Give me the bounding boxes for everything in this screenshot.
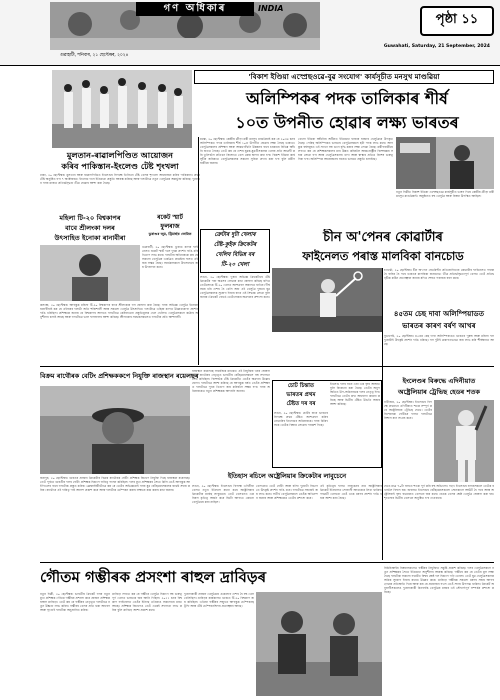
history-body-column-2: খেলখনত তেওঁ বেটিং আৰু বলিং দুয়োটা বিভাগতে উৎকৃষ্ট প্ৰদৰ্শন দাঙি ধৰে। দলটোৱে সহজেই জয় লাভ কৰে। সতীৰ্থ খেলুৱৈসকলে তেওঁক অভিনন্দন জনায় আৰু প্ৰশিক্ষকেও তেওঁৰ প্ৰশংসা কৰে। — [256, 484, 318, 500]
gambhir-dravid-photo-image — [256, 592, 382, 696]
main-story-column-2: খেলো ইণ্ডিয়া আঁচনিৰ অধীনত ইতিমধ্যে হাজাৰ হাজাৰ খেলুৱৈয়ে উপকৃত হৈছে। পেৰিছ অলিম্পিকত ভাৰতৰ খেলুৱৈসকলে ছটা পদক লাভ কৰে। আগন্তুক বৰ্ষসমূহত এই সংখ্যা বহু গুণে বৃদ্ধি কৰাৰ লক্ষ্য লোৱা হৈছে। মন্ত্ৰীগৰাকীয়ে লগতে কয় যে প্ৰশিক্ষকসকলৰ মান উন্নত কৰিবলৈ আন্তঃৰাষ্ট্ৰীয় বিশেষজ্ঞৰ সহায় লোৱা হ'ব আৰু খেলুৱৈসকলৰ খাদ্য আৰু স্বাস্থ্যৰ প্ৰতিও বিশেষ গুৰুত্ব দিয়া হ'ব। অলিম্পিক আয়োজনৰ বাবেও ভাৰতে প্ৰস্তুতি চলাইছে। — [298, 137, 393, 161]
cricket-team-photo — [52, 70, 192, 148]
stokes-headline-line-3: টেষ্টত দৰ বৰ — [286, 401, 316, 407]
minister-photo-caption: নতুন দিল্লীত বিকাশ ইণ্ডিয়া এস্প্ৰেছওৱে কাৰ্যসূচীত ভাষণ দিয়ে কেন্দ্ৰীয় ক্ৰীড়া মন্ত্ৰী মনসুখ মাণ্ডৱিয়াই। অনুষ্ঠানত বহু খেলুৱৈ আৰু বিষয়া উপস্থিত আছিল। — [396, 190, 494, 198]
england-odi-body-text-2: হেডে মাত্ৰ ৭০টা বলতে শতক পূৰ্ণ কৰি বহু অভিলেখ গঢ়ে। ইংলেণ্ডৰ বলাৰসকলে তেওঁক ৰখাবলৈ বিফল হয়। জবাবত ইংলেণ্ডৰ বেটছমেনসকলো সোনকালে আউট হৈ পৰে আৰু অষ্ট্ৰেলিয়াই বৃহৎ ব্যৱধানত খেলখন জয় কৰে। হেডক খেলৰ শ্ৰেষ্ঠ খেলুৱৈ ঘোষণা কৰা হয়। শৃংখলাৰ দ্বিতীয় খেলখন অনুষ্ঠিত হ'ব দেওবাৰে। — [384, 484, 494, 500]
pakistan-headline-line-1: মুলতান-ৰাৱালপিণ্ডিত আয়োজন — [66, 150, 174, 160]
retire-headline-line-2: টেষ্ট-কুইক ক্ৰিকেটৰ — [213, 242, 257, 248]
retire-body-text: লণ্ডন, ২০ ছেপ্টেম্বৰ। দুজন অভিজ্ঞ ক্ৰিকেটাৰে টেষ্ট ক্ৰিকেটৰ পৰা অৱসৰ লোৱাৰ কথা ঘোষণা কৰিছে যদিও তেওঁলোকে টি-২০ খেলত অংশগ্ৰহণ অব্যাহত ৰাখিব। দীৰ্ঘ সময় ধৰি দেশৰ হৈ খেলি অহা এই খেলুৱৈ দুজনে যুৱ খেলুৱৈসকলক সুযোগ দিয়াৰ বাবে এই সিদ্ধান্ত লোৱা বুলি জনায়। ক্ৰিকেট বোৰ্ডে তেওঁলোকৰ অৱদানৰ প্ৰশংসা কৰে। — [200, 275, 270, 299]
womens-t20-body-text: কলম্বো, ২০ ছেপ্টেম্বৰ। আগন্তুক মহিলা টি-২০ বিশ্বকাপৰ বাবে শ্ৰীলংকাৰ দল ঘোষণা কৰা হৈছে। দলৰ অভিজ্ঞ খেলুৱৈ ইনোকা ৰানাবীৰাই কয় যে এইবাৰৰ দলটো অতি শক্তিশালী আৰু সকলো খেলুৱৈ উৎসাহিত। দলটোৱে এছিয়া কাপত উল্লেখযোগ্য প্ৰদৰ্শন দাঙি ধৰিছিল। প্ৰশিক্ষকে জনায় যে বিশ্বকাপৰ আগতে দলটোৱে কেইবাখনো প্ৰস্তুতিমূলক খেল খেলিব। খেলুৱৈসকলে কঠোৰ অনুশীলন চলাই আছে আৰু দলটোৱে ভাল ফলাফলৰ আশা কৰিছে। শ্ৰীলংকাৰ সমৰ্থকসকলেও দলটোৰ প্ৰতি আশাবাদী। — [40, 303, 198, 319]
cricketer-portrait-photo — [40, 245, 140, 301]
column-divider-left — [198, 137, 199, 365]
badminton-player-photo-image — [272, 268, 382, 332]
china-open-headline-line-2: ফাইনেলত পৰাস্ত মালবিকা বানচোড — [302, 249, 464, 263]
chess-olympiad-body-text: বুডাপেষ্ট, ২০ ছেপ্টেম্বৰ। ৪৫তম চেছ দাবা অলিম্পিয়াডত ভাৰতৰ পুৰুষ আৰু মহিলা দল দুয়োটাই উৎকৃষ্ট প্ৰদৰ্শন দাঙি ধৰিছে। দল দুটাই ক্ৰমাগতভাৱে জয় লাভ কৰি শীৰ্ষস্থানত আছে। — [384, 334, 494, 346]
england-odi-headline-line-2: অষ্ট্ৰেলিয়াৰ ট্ৰেভিছ হেডৰ শতক — [397, 388, 481, 396]
cricket-team-photo-image — [52, 70, 192, 148]
retire-headline-line-4: টি-২০ খেলা — [221, 262, 249, 268]
china-open-body-text: চাংঝৌ, ২০ ছেপ্টেম্বৰ। চীন অ'পেন বেডমিণ্টন প্ৰতিযোগিতাৰ কোৱাৰ্টাৰ ফাইনেলত পৰাস্ত হৈ বাহিৰ হৈ পৰে ভাৰতৰ মালবিকা বানচোড। তীব্ৰ প্ৰতিদ্বন্দ্বিতাপূৰ্ণ খেলত তেওঁ প্ৰতিদ্বন্দ্বীক কঠিন প্ৰত্যাহ্বান জনায় যদিও শেষত পৰাজয় বৰণ কৰে। — [384, 268, 494, 280]
page-number-label: পৃষ্ঠা ১১ — [435, 12, 479, 27]
travis-head-photo — [434, 400, 494, 482]
england-odi-body-text: নটিংহাম, ২০ ছেপ্টেম্বৰ। ইংলেণ্ডৰ বিপক্ষে প্ৰথমখন এদিনীয়াত শতক সম্পূৰ্ণ কৰে অষ্ট্ৰেলিয়াৰ ট্ৰেভিছ হেডে। তেওঁৰ বিস্ফোৰক বেটিঙৰ ফলত দলটোৱে বিশাল ৰান সংগ্ৰহ কৰে। — [384, 400, 432, 420]
main-story-column-1: মস্কো, ২০ ছেপ্টেম্বৰ। কেন্দ্ৰীয় ক্ৰীড়া মন্ত্ৰী মনসুখ মাণ্ডৱিয়াই কয় যে ২০৩৬ চনৰ অলিম্পিকত পদক তালিকাৰ শীৰ্ষ ১০ত উপনীত হোৱাৰ লক্ষ্য লৈছে ভাৰতে। খেলুৱৈসকলৰ প্ৰশিক্ষণ আৰু আন্তঃগাঁথনি উন্নয়নৰ বাবে চৰকাৰে বিভিন্ন আঁচনি হাতত লৈছে। তেওঁ কয় যে দেশৰ যুৱক-যুৱতীসকলক খেলৰ প্ৰতি আগ্ৰহী কৰি তুলিবলৈ প্ৰতিখন জিলাতে খেল কেন্দ্ৰ স্থাপন কৰা হ'ব। বিকাশ ইণ্ডিয়া কাৰ্যসূচীৰ জৰিয়তে খেলুৱৈসকলক সকলো সুবিধা প্ৰদান কৰা হ'ব বুলি মন্ত্ৰীগৰাকীয়ে জনায়। — [200, 137, 295, 165]
pakistan-headline-line-2: কৰিব পাকিস্তান-ইংলেণ্ড টেষ্ট শৃংখলা — [61, 161, 179, 171]
gambhir-body-column-3: দুয়োগৰাকী প্ৰাক্তন খেলুৱৈয়ে একেলগে দেশৰ হৈ বহু খেল খেলিছিল। দ্ৰাবিড়ৰ কাৰ্যকালত ভাৰতে টি-২০ বিশ্বকাপ জয় কৰিছিল। এতিয়া গম্ভীৰৰ সন্মুখত আগন্তুক চেম্পিয়নছ ট্ৰফি আৰু টেষ্ট চেম্পিয়নশ্বিপৰ প্ৰত্যাহ্বান আছে। — [184, 592, 254, 608]
gambhir-dravid-photo — [256, 592, 382, 696]
history-headline: ইতিহাস ৰচিলে অষ্ট্ৰেলিয়াৰ ক্ৰিকেটাৰ লাবুচেনে — [227, 472, 347, 480]
pakistan-body-text: ঢাকা, ২০ ছেপ্টেম্বৰ। মুলতান আৰু ৰাৱালপিণ্ডিত ইংলেণ্ডৰ বিপক্ষে তিনিখন টেষ্ট খেলৰ শৃংখলা আয়োজন কৰিব পাকিস্তান। প্ৰথম টেষ্ট অনুষ্ঠিত হ'ব ৭ অক্টোবৰত। ইংলেণ্ড দলে ইতিমধ্যে প্ৰস্তুতি আৰম্ভ কৰিছে আৰু দলটোৱে নতুন খেলুৱৈক অন্তৰ্ভুক্ত কৰিছে। দুয়োখন দলৰ মাজত প্ৰতিদ্বন্দ্বিতা তীব্ৰ হোৱাৰ আশা কৰা হৈছে। — [40, 173, 200, 185]
vikram-portrait-photo — [40, 386, 190, 474]
main-headline-line-2: ১০ত উপনীত হোৱাৰ লক্ষ্য ভাৰতৰ — [235, 113, 459, 132]
vikram-body-text-2: ৰাজস্থান ৰয়েলছে সামাজিক মাধ্যমত এই নিযুক্তিৰ খবৰ ঘোষণা কৰে। ৰাথৌৰৰ নেতৃত্বত ভাৰতীয় বেটছমেনসকলে বহু সফলতা লাভ কৰিছিল। বিশেষকৈ টেষ্ট ক্ৰিকেটত তেওঁৰ অৱদান উল্লেখযোগ্য। দলটোৱে আশা কৰিছে যে আগন্তুক বৰ্ষত তেওঁৰ প্ৰশিক্ষণত দলটোৱে পুনৰ খিতাপ জয় কৰিবলৈ সক্ষম হ'ব। দলৰ অধিনায়কেও নতুন প্ৰশিক্ষকক আদৰণি জনায়। — [192, 369, 270, 393]
rocket-headline-line-3: ডুৰাণ্ডৰ জুম, ট্ৰিমাৰ্ছক জেমিত — [148, 232, 192, 236]
masthead-dateline: Guwahati, Saturday, 21 September, 2024 — [383, 44, 490, 49]
womens-t20-headline-line-2: বাবে শ্ৰীলংকা দলৰ — [65, 224, 115, 232]
stokes-body-text-2: ইংলেণ্ড দলৰ বাবে এয়া এক বৃহৎ আঘাত বুলি বিবেচনা কৰা হৈছে। তেওঁৰ অনুপস্থিতিত উপ-অধিনায়কে দলৰ নেতৃত্ব দিব। দলটোৱে তেওঁৰ দ্ৰুত আৰোগ্য কামনা কৰিছে আৰু দ্বিতীয় টেষ্টত উভতি অহাৰ আশা কৰিছে। — [330, 382, 380, 406]
stokes-body-text: লণ্ডন, ২০ ছেপ্টেম্বৰ। চোটৰ বাবে ভাৰতৰ বিপক্ষে প্ৰথম টেষ্টত অংশগ্ৰহণ কৰিব নোৱাৰিব ইংলেণ্ডৰ অধিনায়কে। দলৰ চিকিৎসকে তেওঁক বিশ্ৰাম লোৱাৰ পৰামৰ্শ দিছে। — [274, 411, 328, 427]
gambhir-body-column-1: নতুন দিল্লী, ২০ ছেপ্টেম্বৰ। ভাৰতীয় ক্ৰিকেট দলৰ নতুন মুখ্য প্ৰশিক্ষক গৌতম গম্ভীৰৰ প্ৰশংসা কৰে প্ৰাক্তন প্ৰশিক্ষক ৰাহুল দ্ৰাবিড়ে। তেওঁ কয় যে গম্ভীৰৰ নেতৃত্বত দলটোৱে নতুন উচ্চতা লাভ কৰিব। গম্ভীৰৰ খেলৰ প্ৰতি থকা আবেগ আৰু দৃঢ়তাই দলটোক অনুপ্ৰাণিত কৰিব। — [40, 592, 110, 612]
history-body-column-1: লণ্ডন, ২০ ছেপ্টেম্বৰ। ইংলেণ্ডৰ বিপক্ষে এদিনীয়া খেলত নতুন ইতিহাস ৰচনা কৰে অষ্ট্ৰেলিয়াৰ ক্ৰিকেটাৰ মাৰ্নাছ লাবুচেনে। তেওঁ খেলখনত এক বিৰল কৃতিত্ব অৰ্জন কৰে যিটো আগতে কোনো খেলুৱৈয়ে কৰা নাছিল। — [192, 484, 254, 504]
badminton-player-photo — [272, 268, 382, 332]
main-headline-line-1: অলিম্পিকৰ পদক তালিকাৰ শীৰ্ষ — [246, 89, 448, 108]
minister-photo — [396, 137, 494, 189]
chess-olympiad-headline-line-2: ভাৰতৰ কাৰণ বৰ্ষণ আখৰ — [402, 321, 476, 330]
masthead-logo: গণ অধিকাৰ — [136, 2, 254, 16]
column-divider-right — [382, 268, 383, 560]
vikram-headline: বিক্ৰম ৰাথৌৰক বেটিং প্ৰশিক্ষককপে নিযুক্তি ৰাজস্থান ৰয়েলছৰ — [40, 372, 199, 380]
womens-t20-headline-line-1: মহিলা টি-২০ বিশ্বকাপৰ — [59, 214, 121, 222]
england-odi-headline-line-1: ইংলেণ্ডৰ বিৰুদ্ধে এদিনীয়াত — [402, 377, 476, 385]
gambhir-headline: গৌতম গম্ভীৰক প্ৰসংশা ৰাহুল দ্ৰাবিড়ৰ — [40, 568, 267, 586]
gambhir-body-column-4: বিচিচিআইৰ বিষয়াসকলেও গম্ভীৰৰ নিযুক্তিত সন্তুষ্টি প্ৰকাশ কৰিছে। দলৰ খেলুৱৈসকলে নতুন প্ৰশিক্ষকৰ সৈতে ইতিমধ্যে অনুশীলন আৰম্ভ কৰিছে। গম্ভীৰে কয় যে তেওঁৰ মূল লক্ষ্য হৈছে দলটোক সকলো ফৰ্মেটত বিশ্বৰ শ্ৰেষ্ঠ দল হিচাপে গঢ়ি তোলা। তেওঁ যুৱ খেলুৱৈসকলক অধিক সুযোগ দিয়াৰ কথাও উল্লেখ কৰে। দ্ৰাবিড়ে গম্ভীৰক সকলো ধৰণৰ সহায় আগবঢ়োৱাৰ প্ৰতিশ্ৰুতি দিয়ে আৰু কয় যে প্ৰয়োজন হ'লে তেওঁ সদায় উপলব্ধ থাকিব। ক্ৰিকেট অনুৰাগীসকলেও দুয়োগৰাকী কিংবদন্তি খেলুৱৈৰ মাজৰ এই সৌহাৰ্দ্যপূৰ্ণ সম্পৰ্কৰ প্ৰশংসা কৰিছে। — [384, 566, 494, 594]
minister-photo-image — [396, 137, 494, 189]
section-rule-gambhir — [40, 562, 494, 563]
kicker-banner: 'বিকাশ ইণ্ডিয়া এস্প্ৰেছওৱে-বুৱ সংযোগ' কাৰ্যসূচীত মনসুখ মাণ্ডৱিয়া — [194, 70, 494, 84]
retire-headline-line-1: ক্ৰেটাৰ দুটা খেলাৰ — [214, 232, 256, 238]
china-open-headline-line-1: চীন অ'পেনৰ কোৱাৰ্টাৰ — [323, 230, 443, 245]
vikram-portrait-photo-image — [40, 386, 190, 474]
gambhir-body-column-2: দ্ৰাবিড়ে লগতে কয় যে গম্ভীৰে খেলুৱৈ হিচাপে বহু গুৰুত্বপূৰ্ণ খেলত ভাৰতক জয় আনি দিছিল। ২০১১ চনৰ বিশ্বকাপ ফাইনেলত তেওঁৰ ইনিংছ এতিয়াও সকলোৰে মনত আছে। প্ৰশিক্ষক হিচাপেও তেওঁ একেই সফলতা লাভ কৰিব বুলি দ্ৰাবিড়ে আশা প্ৰকাশ কৰে। — [112, 592, 182, 612]
vikram-body-text: জয়পুৰ, ২০ ছেপ্টেম্বৰ। ভাৰতৰ প্ৰাক্তন ক্ৰিকেটাৰ বিক্ৰম ৰাথৌৰক বেটিং প্ৰশিক্ষক হিচাপে নিযুক্তি দিছে ৰাজস্থান ৰয়েলছে। তেওঁ পূৰ্বতে ভাৰতীয় দলৰ বেটিং প্ৰশিক্ষক হিচাপে দায়িত্ব পালন কৰিছিল। দলৰ মুখ্য প্ৰশিক্ষকৰ সৈতে মিলি তেওঁ আগন্তুক আইপিএলৰ বাবে দলটোক প্ৰস্তুত কৰিব। ফ্ৰেঞ্চাইজীটোৱে কয় যে তেওঁৰ অভিজ্ঞতাই দলৰ যুৱ বেটছমেনসকলক যথেষ্ট সহায় কৰিব। ৰাথৌৰে এই দায়িত্ব পাই আনন্দ প্ৰকাশ কৰে আৰু দলটোক চেম্পিয়ন কৰাৰ লক্ষ্যৰে কাম কৰাৰ কথা জনায়। — [40, 476, 190, 492]
travis-head-photo-image — [434, 400, 494, 482]
masthead-subline: গুৱাহাটী, শনিবাৰ, ২১ ছেপ্টেম্বৰ, ২০২৪ — [60, 53, 129, 58]
section-rule-vikram — [40, 366, 494, 367]
masthead-logo-word: INDIA — [258, 4, 284, 13]
retire-headline-line-3: খেলিব বিভিন্ন বৰ — [215, 252, 255, 258]
history-body-column-3: এই কৃতিত্বৰ ফলত লাবুচেনৰ নাম অষ্ট্ৰেলিয়াৰ ক্ৰিকেট ইতিহাসত সোণালী আখৰেৰে লিখা থাকিব। পৰৱৰ্তী খেলতো তেওঁ একে ধৰণৰ প্ৰদৰ্শন দাঙি ধৰাৰ আশা কৰা হৈছে। — [320, 484, 382, 500]
rocket-headline-line-1: ৰকেট স্মাৰ্ট — [157, 214, 183, 221]
cricketer-portrait-photo-image — [40, 245, 140, 301]
rocket-headline-line-2: ফুলৰাজ — [160, 223, 180, 230]
womens-t20-headline-line-3: উৎসাহিত ইনোকা ৰানাবীৰা — [54, 234, 126, 242]
chess-olympiad-headline-line-1: ৪৫তম চেছ দাবা অলিম্পিয়াডত — [393, 309, 485, 318]
rocket-body-text: গুৱাহাটী, ২০ ছেপ্টেম্বৰ। ডুৰাণ্ড কাপৰ ফাইনেলত ৰকেট স্মাৰ্ট দলে দুৰন্ত প্ৰদৰ্শন দাঙি ধৰি খিতাপ লাভ কৰে। দলটোৰ অধিনায়কে কয় যে সকলো খেলুৱৈৰ একত্ৰিত প্ৰচেষ্টাৰ ফলত এই জয় সম্ভৱ হৈছে। সমৰ্থকসকলে উৎসাহেৰে জয় উদযাপন কৰে। — [142, 245, 198, 269]
stokes-headline-line-1: চোট চিন্তাত — [287, 383, 315, 389]
stokes-headline-line-2: ভাৰতৰ প্ৰথম — [286, 392, 316, 398]
